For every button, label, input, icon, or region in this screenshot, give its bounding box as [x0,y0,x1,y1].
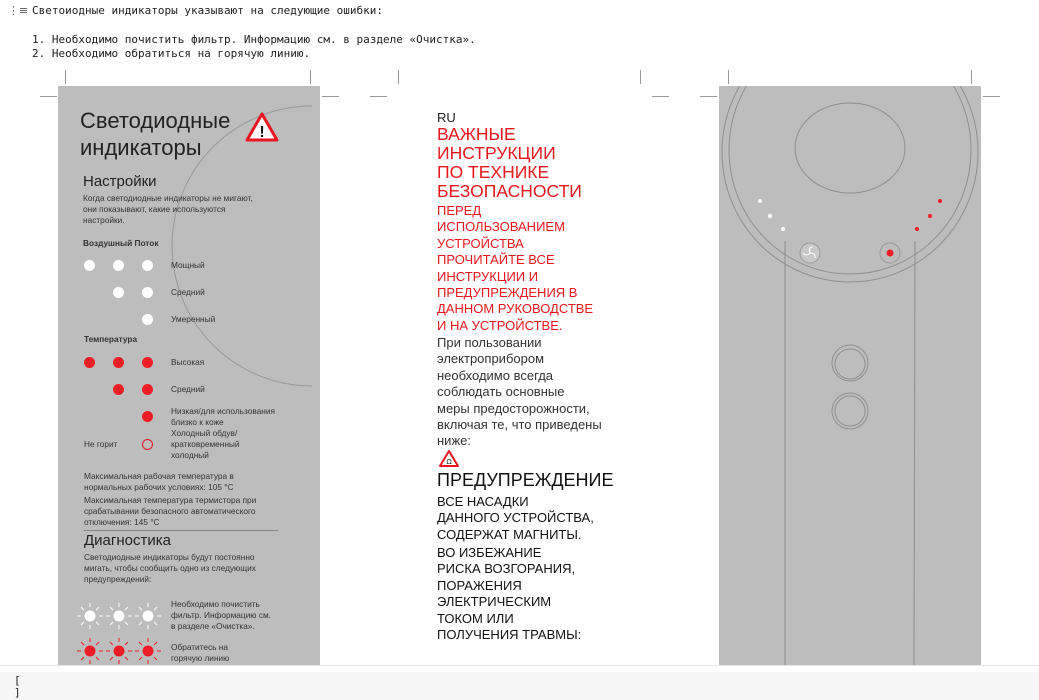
safety-body-text: соблюдать основные [437,384,565,400]
safety-subtitle: ИНСТРУКЦИИ И [437,268,539,284]
warning-heading: ПРЕДУПРЕЖДЕНИЕ [437,470,614,490]
diag-filter-text: фильтр. Информацию см. [171,610,271,620]
safety-body-text: необходимо всегда [437,367,554,383]
warning-hazard-text: РИСКА ВОЗГОРАНИЯ, [437,561,576,577]
warning-hazard-text: ПОРАЖЕНИЯ [437,577,522,593]
max-temp-text: нормальных рабочих условиях: 105 °C [84,482,234,492]
fan-button-icon [800,243,820,263]
airflow-medium-label: Средний [171,287,205,297]
warning-triangle-icon [245,112,279,142]
safety-body-text: ниже: [437,433,471,449]
safety-body-text: электроприбором [437,351,545,367]
diag-hotline-text: Обратитесь на [171,642,228,652]
temp-low-label: близко к коже [171,417,224,427]
output-item-2: 2. Необходимо обратиться на горячую линию. [32,47,311,60]
warning-magnets-text: ДАННОГО УСТРОЙСТВА, [437,510,594,526]
safety-title: ВАЖНЫЕ [437,124,516,144]
diag-hotline-text: горячую линию [171,653,230,663]
warning-magnets-text: СОДЕРЖАТ МАГНИТЫ. [437,526,582,542]
safety-body-text: меры предосторожности, [437,400,590,416]
settings-text: они показывают, какие используются [83,204,226,214]
temp-cold-label: кратковременный [171,439,240,449]
temp-cold-label: Холодный обдув/ [171,428,238,438]
language-code: RU [437,110,456,125]
warning-hazard-text: ТОКОМ ИЛИ [437,610,514,626]
temp-high-label: Высокая [171,357,205,367]
safety-subtitle: ПРЕДУПРЕЖДЕНИЯ В [437,285,578,300]
off-label: Не горит [84,439,118,449]
svg-text:Ω: Ω [446,458,452,466]
list-close-bracket: ] [14,686,21,699]
output-item-1: 1. Необходимо почистить фильтр. Информацию см. в разделе «Очистка». [32,33,476,46]
safety-subtitle: УСТРОЙСТВА [437,235,524,251]
warning-hazard-text: ПОЛУЧЕНИЯ ТРАВМЫ: [437,627,582,642]
warning-magnets-text: ВСЕ НАСАДКИ [437,494,529,509]
airflow-high-label: Мощный [171,260,205,270]
device-illustration-page [719,86,981,665]
safety-body-text: включая те, что приведены [437,417,602,432]
temp-low-label: Низкая/для использования [171,406,275,416]
diag-filter-text: Необходимо почистить [171,599,260,609]
page-title-line1: Светодиодные [80,108,231,133]
cell-divider [0,665,1039,666]
diagnostics-heading: Диагностика [84,532,171,549]
warning-hazard-text: ВО ИЗБЕЖАНИЕ [437,545,542,560]
temp-cold-label: холодный [171,450,209,460]
safety-subtitle: ПЕРЕД [437,203,482,218]
divider [84,530,278,531]
safety-body-text: При пользовании [437,335,542,350]
diag-text: мигать, чтобы сообщить одно из следующих [84,563,256,573]
diag-filter-text: в разделе «Очистка». [171,621,255,631]
hair-dryer-illustration [719,86,981,665]
settings-text: Когда светодиодные индикаторы не мигают, [83,193,253,203]
blinking-leds-icon [75,600,165,665]
max-thermistor-text: Максимальная температура термистора при [84,495,257,505]
temp-medium-label: Средний [171,384,205,394]
diag-text: Светодиодные индикаторы будут постоянно [84,552,255,562]
output-header: Светоиодные индикаторы указывают на следующие ошибки: [32,4,383,17]
safety-subtitle: И НА УСТРОЙСТВЕ. [437,317,563,333]
settings-heading: Настройки [83,173,157,190]
safety-subtitle: ДАННОМ РУКОВОДСТВЕ [437,301,594,317]
max-thermistor-text: отключения: 145 °C [84,517,160,527]
page-title-line2: индикаторы [80,135,202,160]
list-open-bracket: [ [14,674,21,687]
warning-hazard-text: ЭЛЕКТРИЧЕСКИМ [437,594,552,610]
safety-title: БЕЗОПАСНОСТИ [437,181,582,201]
safety-title: ПО ТЕХНИКЕ [437,162,550,182]
max-thermistor-text: срабатывании безопасного автоматического [84,506,256,516]
diag-text: предупреждений: [84,574,152,584]
settings-text: настройки. [83,215,125,225]
heat-button-icon [880,243,900,263]
svg-text:!: ! [259,124,265,141]
airflow-label: Воздушный Поток [83,238,159,248]
airflow-low-label: Умеренный [171,314,216,324]
safety-subtitle: ИСПОЛЬЗОВАНИЕМ [437,219,565,235]
safety-subtitle: ПРОЧИТАЙТЕ ВСЕ [437,252,555,268]
next-output-area [0,672,1039,700]
magnet-warning-icon [438,449,460,468]
safety-title: ИНСТРУКЦИИ [437,143,556,163]
output-toggle-icon[interactable]: ⋮≡ [8,4,29,17]
max-temp-text: Максимальная рабочая температура в [84,471,234,481]
temperature-label: Температура [84,334,138,344]
